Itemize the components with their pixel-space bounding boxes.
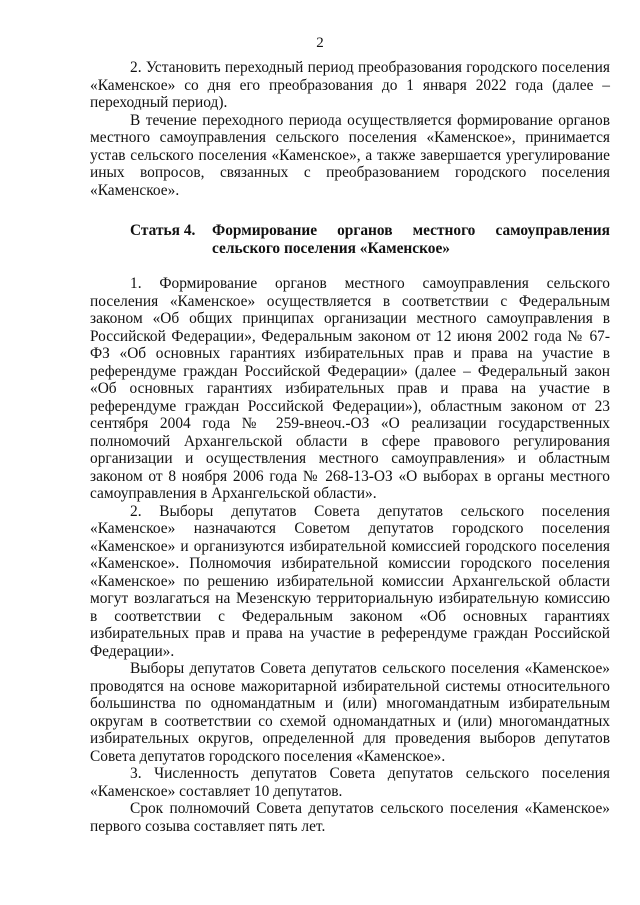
document-body <box>90 59 610 835</box>
spacer <box>90 199 610 222</box>
article-title: Формирование органов местного самоуправления сельского поселения «Каменское» <box>212 222 610 257</box>
spacer <box>90 257 610 275</box>
paragraph-article-clause-3: 3. Численность депутатов Совета депутатов сельского поселения «Каменское» составляет 10 депутатов. <box>90 765 610 800</box>
paragraph-transition-period: 2. Установить переходный период преобразования городского поселения «Каменское» со дня его преобразования до 1 января 2022 года (далее – переходный период). <box>90 59 610 111</box>
article-heading <box>130 222 610 257</box>
page-number: 2 <box>316 35 324 51</box>
paragraph-article-clause-2: 2. Выборы депутатов Совета депутатов сельского поселения «Каменское» назначаются Советом депутатов городского поселения «Каменское» и организуются избирательной комиссией городского поселения «Каменское». Полномочия избирательной комиссии городского поселения «Каменское» по решению избирательной комиссии Архангельской области могут возлагаться на Мезенскую территориальную избирательную комиссию в соответствии с Федеральным законом «Об основных гарантиях избирательных прав и права на участие в референдуме граждан Российской Федерации». <box>90 502 610 660</box>
article-number: Статья 4. <box>130 222 196 239</box>
paragraph-term-of-office: Срок полномочий Совета депутатов сельского поселения «Каменское» первого созыва составляет пять лет. <box>90 800 610 835</box>
paragraph-transition-tasks: В течение переходного периода осуществляется формирование органов местного самоуправления сельского поселения «Каменское», принимается устав сельского поселения «Каменское», а также завершается урегулирование иных вопросов, связанных с преобразованием городского поселения «Каменское». <box>90 111 610 199</box>
paragraph-article-clause-1: 1. Формирование органов местного самоуправления сельского поселения «Каменское» осуществляется в соответствии с Федеральным законом «Об общих принципах организации местного самоуправления в Российской Федерации», Федеральным законом от 12 июня 2002 года № 67-ФЗ «Об основных гарантиях избирательных прав и права на участие в референдуме граждан Российской Федерации» (далее – Федеральный закон «Об основных гарантиях избирательных прав и права на участие в референдуме граждан Российской Федерации»), областным законом от 23 сентября 2004 года № 259-внеоч.-ОЗ «О реализации государственных полномочий Архангельской области в сфере правового регулирования организации и осуществления местного самоуправления» и областным законом от 8 ноября 2006 года № 268-13-ОЗ «О выборах в органы местного самоуправления в Архангельской области». <box>90 275 610 502</box>
paragraph-election-system: Выборы депутатов Совета депутатов сельского поселения «Каменское» проводятся на основе мажоритарной избирательной системы относительного большинства по одномандатным и (или) многомандатным избирательным округам в соответствии со схемой одномандатных и (или) многомандатных избирательных округов, определенной для проведения выборов депутатов Совета депутатов городского поселения «Каменское». <box>90 660 610 765</box>
